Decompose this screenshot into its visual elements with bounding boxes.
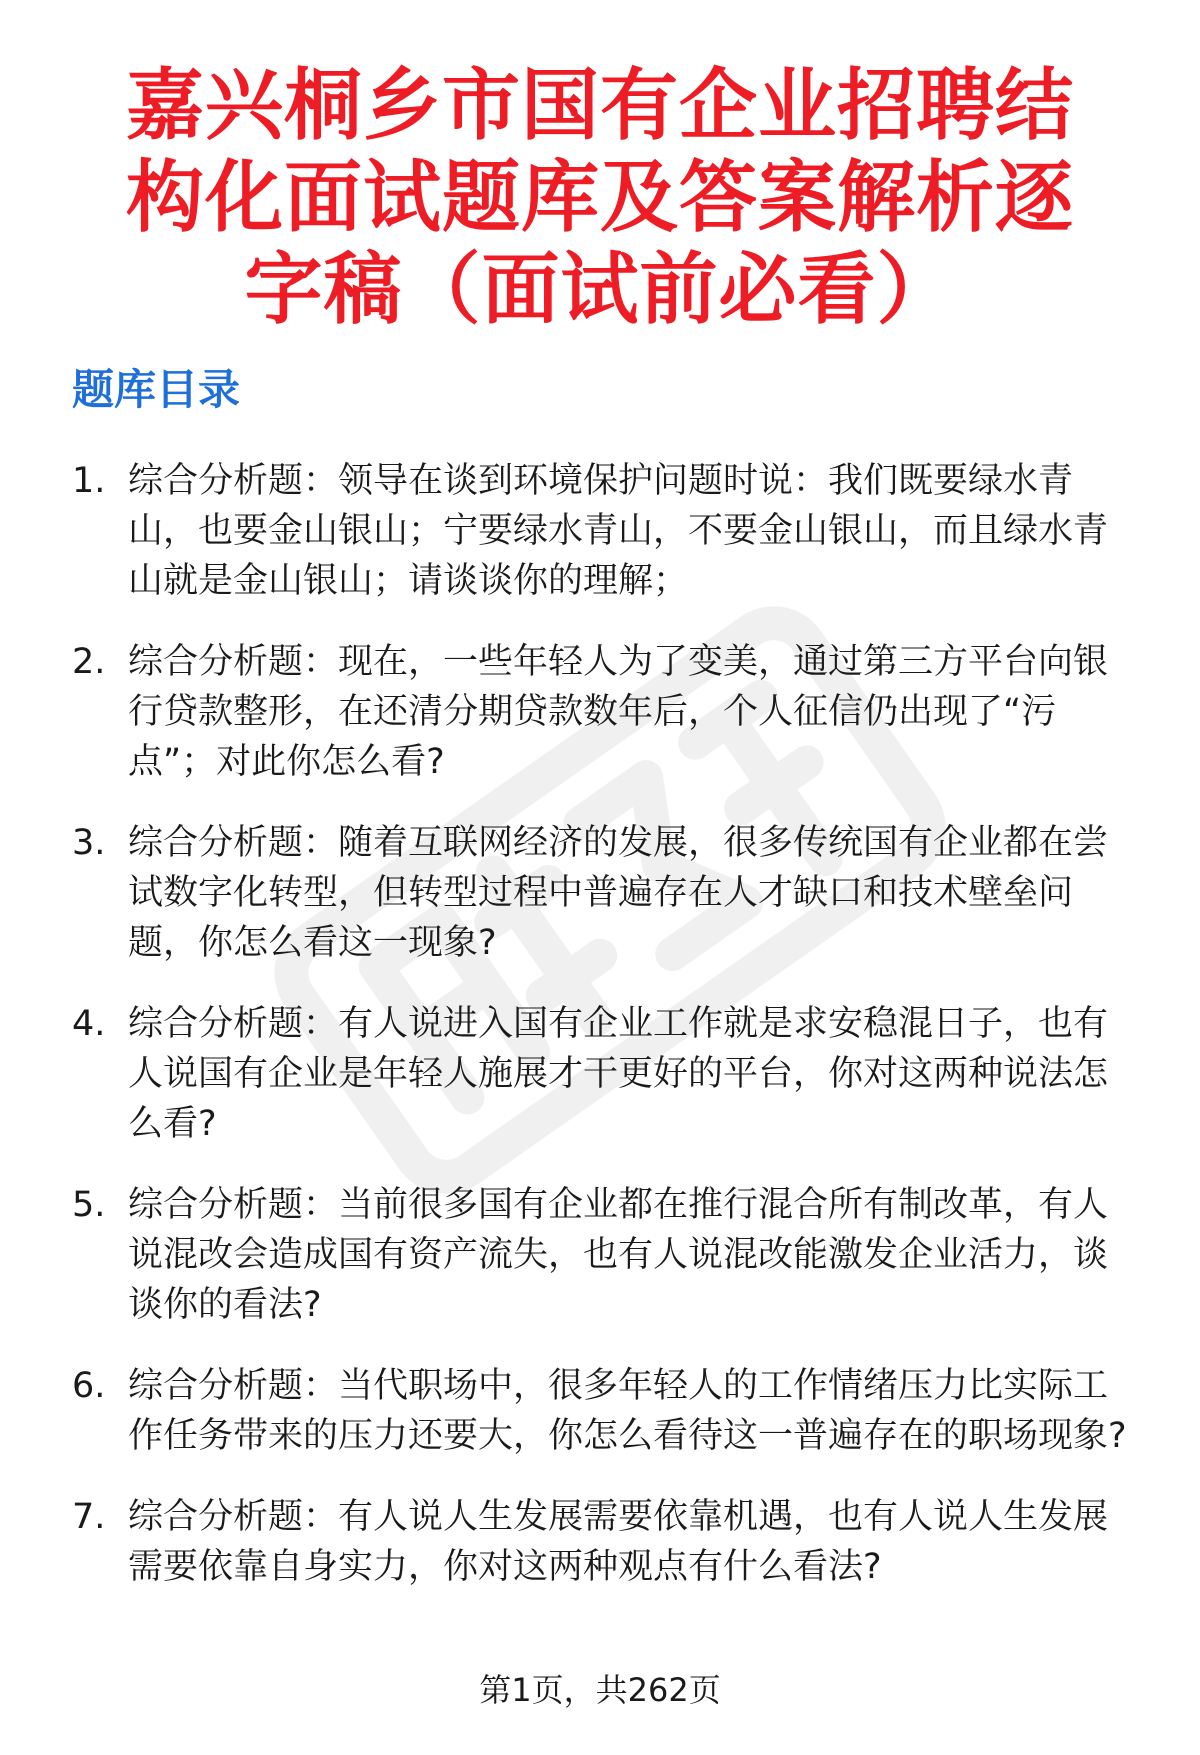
question-number: 5. xyxy=(72,1185,106,1225)
question-number: 4. xyxy=(72,1004,106,1044)
question-item-1 xyxy=(72,456,1142,606)
question-text: 综合分析题：领导在谈到环境保护问题时说：我们既要绿水青山，也要金山银山；宁要绿水青山，不要金山银山，而且绿水青山就是金山银山；请谈谈你的理解； xyxy=(128,461,1109,601)
toc-heading: 题库目录 xyxy=(72,365,241,414)
document-title: 嘉兴桐乡市国有企业招聘结构化面试题库及答案解析逐字稿（面试前必看） xyxy=(125,61,1074,335)
question-item-2 xyxy=(72,637,1142,787)
question-item-7 xyxy=(72,1492,1142,1592)
question-item-4 xyxy=(72,999,1142,1149)
question-text: 综合分析题：当代职场中，很多年轻人的工作情绪压力比实际工作任务带来的压力还要大，你怎么看待这一普遍存在的职场现象? xyxy=(128,1366,1127,1456)
question-text: 综合分析题：随着互联网经济的发展，很多传统国有企业都在尝试数字化转型，但转型过程中普遍存在人才缺口和技术壁垒问题，你怎么看这一现象? xyxy=(128,823,1109,963)
question-text: 综合分析题：当前很多国有企业都在推行混合所有制改革，有人说混改会造成国有资产流失，也有人说混改能激发企业活力，谈谈你的看法? xyxy=(128,1185,1109,1325)
question-number: 1. xyxy=(72,461,106,501)
page-footer: 第1页，共262页 xyxy=(479,1671,721,1709)
question-list xyxy=(72,456,1142,1623)
question-text: 综合分析题：现在，一些年轻人为了变美，通过第三方平台向银行贷款整形，在还清分期贷款数年后，个人征信仍出现了“污点”；对此你怎么看? xyxy=(128,642,1109,782)
question-number: 7. xyxy=(72,1497,106,1537)
question-number: 6. xyxy=(72,1366,106,1406)
question-text: 综合分析题：有人说人生发展需要依靠机遇，也有人说人生发展需要依靠自身实力，你对这两种观点有什么看法? xyxy=(128,1497,1109,1587)
question-text: 综合分析题：有人说进入国有企业工作就是求安稳混日子，也有人说国有企业是年轻人施展才干更好的平台，你对这两种说法怎么看? xyxy=(128,1004,1109,1144)
question-item-6 xyxy=(72,1361,1142,1461)
question-item-5 xyxy=(72,1180,1142,1330)
question-number: 2. xyxy=(72,642,106,682)
question-number: 3. xyxy=(72,823,106,863)
question-item-3 xyxy=(72,818,1142,968)
